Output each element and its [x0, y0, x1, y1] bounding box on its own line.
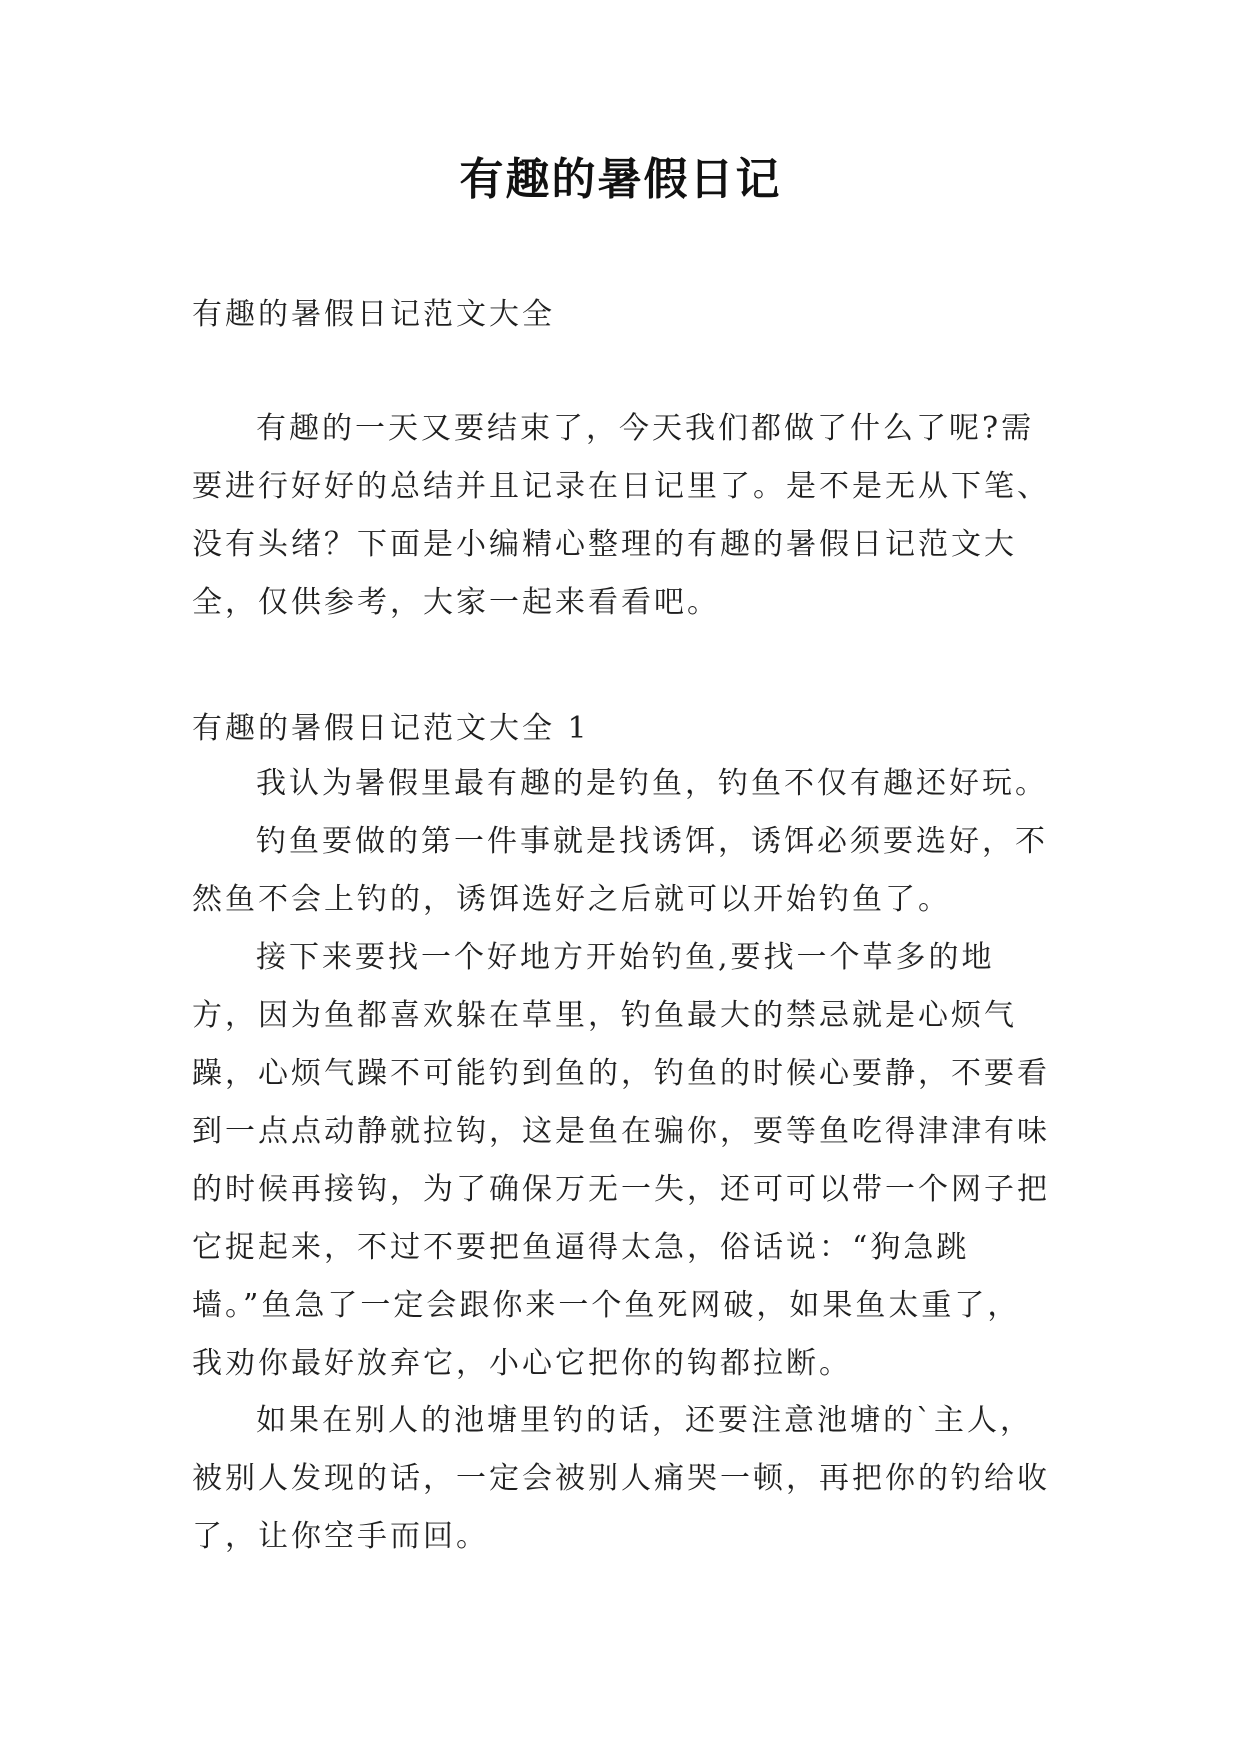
- intro-paragraph: 有趣的一天又要结束了，今天我们都做了什么了呢?需要进行好好的总结并且记录在日记里了。是不是无从下笔、没有头绪？下面是小编精心整理的有趣的暑假日记范文大全，仅供参考，大家一起来看看吧。: [192, 411, 1050, 620]
- document-title: 有趣的暑假日记: [459, 154, 782, 205]
- body-paragraph: 我认为暑假里最有趣的是钓鱼，钓鱼不仅有趣还好玩。: [256, 766, 1048, 801]
- document-subtitle: 有趣的暑假日记范文大全: [192, 297, 555, 332]
- body-paragraph: 如果在别人的池塘里钓的话，还要注意池塘的`主人，被别人发现的话，一定会被别人痛哭一顿，再把你的钓给收了，让你空手而回。: [192, 1403, 1050, 1554]
- body-paragraph: 钓鱼要做的第一件事就是找诱饵，诱饵必须要选好，不然鱼不会上钓的，诱饵选好之后就可以开始钓鱼了。: [192, 824, 1048, 917]
- section-title: 有趣的暑假日记范文大全 1: [192, 711, 590, 746]
- body-paragraph: 接下来要找一个好地方开始钓鱼,要找一个草多的地方，因为鱼都喜欢躲在草里，钓鱼最大的禁忌就是心烦气躁，心烦气躁不可能钓到鱼的，钓鱼的时候心要静，不要看到一点点动静就拉钩，这是鱼在骗你，要等鱼吃得津津有味的时候再接钩，为了确保万无一失，还可可以带一个网子把它捉起来，不过不要把鱼逼得太急，俗话说：“狗急跳墙。”鱼急了一定会跟你来一个鱼死网破，如果鱼太重了，我劝你最好放弃它，小心它把你的钩都拉断。: [192, 940, 1050, 1381]
